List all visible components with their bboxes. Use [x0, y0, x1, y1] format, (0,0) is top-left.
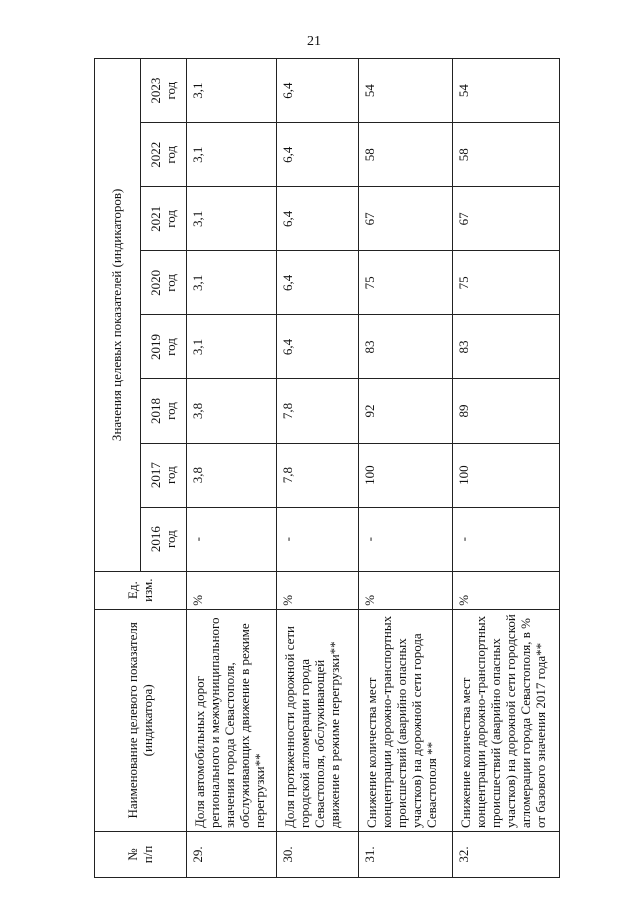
row-value: 3,8: [187, 443, 277, 507]
row-number: 30.: [277, 831, 359, 877]
row-number: 32.: [453, 831, 560, 877]
header-number-line2: п/п: [139, 845, 155, 864]
row-value: 100: [359, 443, 453, 507]
indicators-table: [94, 58, 560, 878]
row-unit: %: [359, 571, 453, 609]
header-year-2017: 2017 год: [141, 443, 187, 507]
row-unit: %: [453, 571, 560, 609]
rotated-table-wrapper: [94, 58, 559, 878]
header-year-2020: 2020 год: [141, 251, 187, 315]
header-number-line1: №: [124, 848, 140, 861]
row-unit: %: [187, 571, 277, 609]
row-value: 89: [453, 379, 560, 443]
header-year-2021: 2021 год: [141, 187, 187, 251]
row-value: 75: [453, 251, 560, 315]
row-value: 58: [453, 123, 560, 187]
row-value: 83: [359, 315, 453, 379]
page-number: 21: [307, 34, 321, 49]
header-year-2022: 2022 год: [141, 123, 187, 187]
row-value: 58: [359, 123, 453, 187]
row-value: 6,4: [277, 315, 359, 379]
row-value: 54: [453, 59, 560, 123]
row-value: -: [187, 507, 277, 571]
row-value: 3,1: [187, 123, 277, 187]
row-value: 6,4: [277, 123, 359, 187]
table-row: [277, 59, 359, 878]
row-value: 7,8: [277, 443, 359, 507]
row-value: 92: [359, 379, 453, 443]
row-value: -: [277, 507, 359, 571]
row-unit: %: [277, 571, 359, 609]
row-value: 3,1: [187, 59, 277, 123]
row-value: 3,1: [187, 187, 277, 251]
row-indicator-name: Доля протяженности дорожной сети городской агломерации города Севастополя, обслуживающей движение в режиме перегрузки**: [277, 609, 359, 831]
row-value: 100: [453, 443, 560, 507]
header-year-2016: 2016 год: [141, 507, 187, 571]
row-value: 54: [359, 59, 453, 123]
row-value: -: [359, 507, 453, 571]
row-value: 6,4: [277, 251, 359, 315]
row-value: 7,8: [277, 379, 359, 443]
table-row: [453, 59, 560, 878]
row-value: 3,8: [187, 379, 277, 443]
header-year-2023: 2023 год: [141, 59, 187, 123]
row-value: 3,1: [187, 315, 277, 379]
row-value: 3,1: [187, 251, 277, 315]
row-value: 6,4: [277, 187, 359, 251]
row-value: 67: [359, 187, 453, 251]
header-number: [95, 831, 187, 877]
row-indicator-name: Снижение количества мест концентрации дорожно-транспортных происшествий (аварийно опасных участков) на дорожной сети города Севастополя **: [359, 609, 453, 831]
row-number: 31.: [359, 831, 453, 877]
header-unit: Ед. изм.: [95, 571, 187, 609]
header-year-2019: 2019 год: [141, 315, 187, 379]
table-row: [187, 59, 277, 878]
row-number: 29.: [187, 831, 277, 877]
row-value: 6,4: [277, 59, 359, 123]
header-values-group: Значения целевых показателей (индикаторов): [95, 59, 141, 572]
table-row: [359, 59, 453, 878]
row-value: -: [453, 507, 560, 571]
row-value: 83: [453, 315, 560, 379]
header-indicator-name: Наименование целевого показателя (индикатора): [95, 609, 187, 831]
row-value: 67: [453, 187, 560, 251]
row-value: 75: [359, 251, 453, 315]
row-indicator-name: Снижение количества мест концентрации дорожно-транспортных происшествий (аварийно опасных участков) на дорожной сети городской агломерации города Севастополя, в % от базового значения 2017 года**: [453, 609, 560, 831]
row-indicator-name: Доля автомобильных дорог регионального и межмуниципального значения города Севастополя, обслуживающих движение в режиме перегрузки**: [187, 609, 277, 831]
header-year-2018: 2018 год: [141, 379, 187, 443]
